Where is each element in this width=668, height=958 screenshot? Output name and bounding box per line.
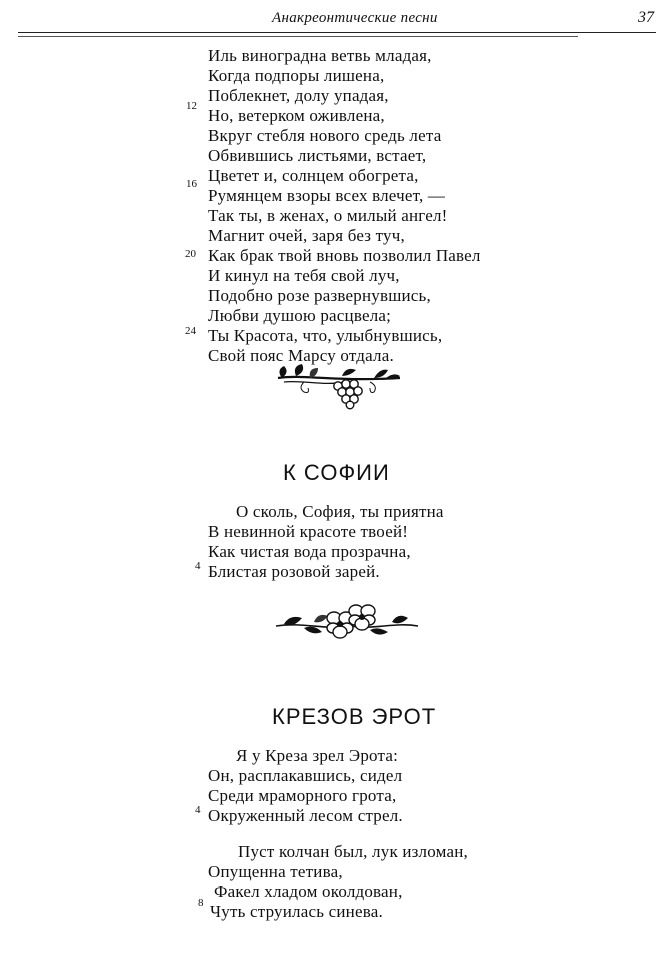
poem-line: Обвившись листьями, встает, (208, 146, 427, 165)
poem-line: Но, ветерком оживлена, (208, 106, 385, 125)
grape-vine-ornament-icon (274, 362, 404, 410)
page-number: 37 (638, 9, 654, 26)
poem-line: Как брак твой вновь позволил Павел (208, 246, 481, 265)
poem-line: Когда подпоры лишена, (208, 66, 385, 85)
line-number: 20 (185, 248, 196, 260)
poem-line: Ты Красота, что, улыбнувшись, (208, 326, 443, 345)
header-rule (18, 32, 656, 33)
poem-line: Среди мраморного грота, (208, 786, 397, 805)
poem-line: Он, расплакавшись, сидел (208, 766, 403, 785)
running-title: Анакреонтические песни (272, 10, 438, 26)
poem-line: Я у Креза зрел Эрота: (236, 746, 399, 765)
poem-line: О сколь, София, ты приятна (236, 502, 444, 521)
poem-line: Свой пояс Марсу отдала. (208, 346, 394, 365)
poem-title: КРЕЗОВ ЭРОТ (272, 704, 437, 729)
poem-line: Цветет и, солнцем обогрета, (208, 166, 419, 185)
poem-line: Магнит очей, заря без туч, (208, 226, 405, 245)
poem-line: Так ты, в женах, о милый ангел! (208, 206, 448, 225)
line-number: 4 (195, 804, 201, 816)
poem-line: Вкруг стебля нового средь лета (208, 126, 442, 145)
poem-line: Пуст колчан был, лук изломан, (238, 842, 468, 861)
poem-title: К СОФИИ (283, 460, 390, 485)
line-number: 8 (198, 897, 204, 909)
poem-line: В невинной красоте твоей! (208, 522, 409, 541)
poem-line: Как чистая вода прозрачна, (208, 542, 411, 561)
pansy-flower-ornament-icon (274, 600, 420, 646)
poem-line: Чуть струилась синева. (210, 902, 383, 921)
poem-line: Подобно розе развернувшись, (208, 286, 431, 305)
poem-line: Румянцем взоры всех влечет, — (208, 186, 446, 205)
poem-line: Окруженный лесом стрел. (208, 806, 403, 825)
poem-line: И кинул на тебя свой луч, (208, 266, 400, 285)
poem-line: Опущенна тетива, (208, 862, 343, 881)
poem-line: Поблекнет, долу упадая, (208, 86, 389, 105)
poem-line: Блистая розовой зарей. (208, 562, 380, 581)
line-number: 16 (186, 178, 197, 190)
page-header (18, 8, 656, 38)
line-number: 24 (185, 325, 196, 337)
line-number: 12 (186, 100, 197, 112)
poem-line: Иль винограднa ветвь младая, (208, 46, 432, 65)
poem-line: Любви душою расцвела; (208, 306, 392, 325)
poem-line: Факел хладом околдован, (214, 882, 403, 901)
header-rule-thin (18, 36, 578, 37)
line-number: 4 (195, 560, 201, 572)
